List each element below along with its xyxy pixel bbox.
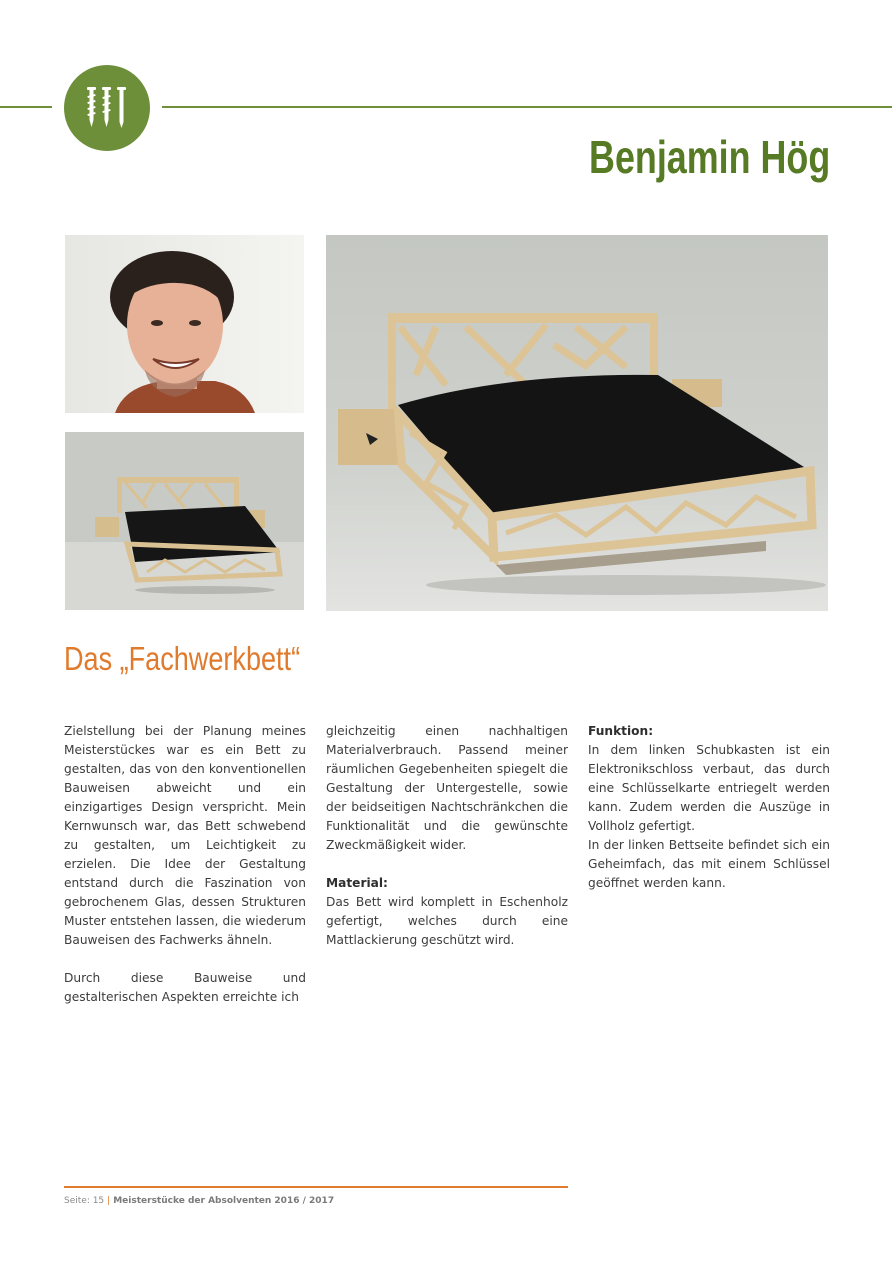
- bed-photo-large: [326, 235, 828, 611]
- function-heading: Funktion:: [588, 724, 654, 738]
- logo-badge: [64, 65, 150, 151]
- paragraph: In der linken Bettseite befindet sich ein Geheimfach, das mit einem Schlüssel geöffnet werden kann.: [588, 838, 830, 890]
- text-column-2: [326, 722, 568, 950]
- portrait-photo: [65, 235, 304, 413]
- paragraph: Zielstellung bei der Planung meines Meisterstückes war es ein Bett zu gestalten, das von den konventionellen Bauweisen abweicht und ein einzigartiges Design verspricht. Mein Kernwunsch war, das Bett schwebend zu gestalten, um Leichtigkeit zu erzielen. Die Idee der Gestaltung entstand durch die Faszination von gebrochenem Glas, dessen Strukturen Muster entstehen lassen, die wiederum Bauweisen des Fachwerks ähneln.: [64, 724, 306, 947]
- paragraph: Durch diese Bauweise und gestalterischen Aspekten erreichte ich: [64, 971, 306, 1004]
- project-title: Das „Fachwerkbett“: [64, 640, 301, 677]
- paragraph: gleichzeitig einen nachhaltigen Materialverbrauch. Passend meiner räumlichen Gegebenheiten spiegelt die Gestaltung der Untergestelle, sowie der beidseitigen Nachtschränkchen die Funktionalität und die gewünschte Zweckmäßigkeit wider.: [326, 724, 568, 852]
- bed-photo-small: [65, 432, 304, 610]
- header-rule-left: [0, 106, 52, 108]
- header-rule-right: [162, 106, 892, 108]
- publication-title: Meisterstücke der Absolventen 2016 / 2017: [113, 1196, 335, 1206]
- footer: [64, 1196, 334, 1206]
- material-heading: Material:: [326, 876, 388, 890]
- text-column-1: [64, 722, 306, 1007]
- paragraph: In dem linken Schubkasten ist ein Elektronikschloss verbaut, das durch eine Schlüsselkarte entriegelt werden kann. Zudem werden die Auszüge in Vollholz gefertigt.: [588, 743, 830, 833]
- footer-separator: |: [107, 1196, 111, 1206]
- screws-icon: [64, 65, 150, 151]
- text-column-3: [588, 722, 830, 893]
- footer-rule: [64, 1186, 568, 1188]
- page-number: Seite: 15: [64, 1196, 105, 1206]
- paragraph: Das Bett wird komplett in Eschenholz gefertigt, welches durch eine Mattlackierung geschützt wird.: [326, 895, 568, 947]
- author-name: Benjamin Hög: [588, 131, 830, 183]
